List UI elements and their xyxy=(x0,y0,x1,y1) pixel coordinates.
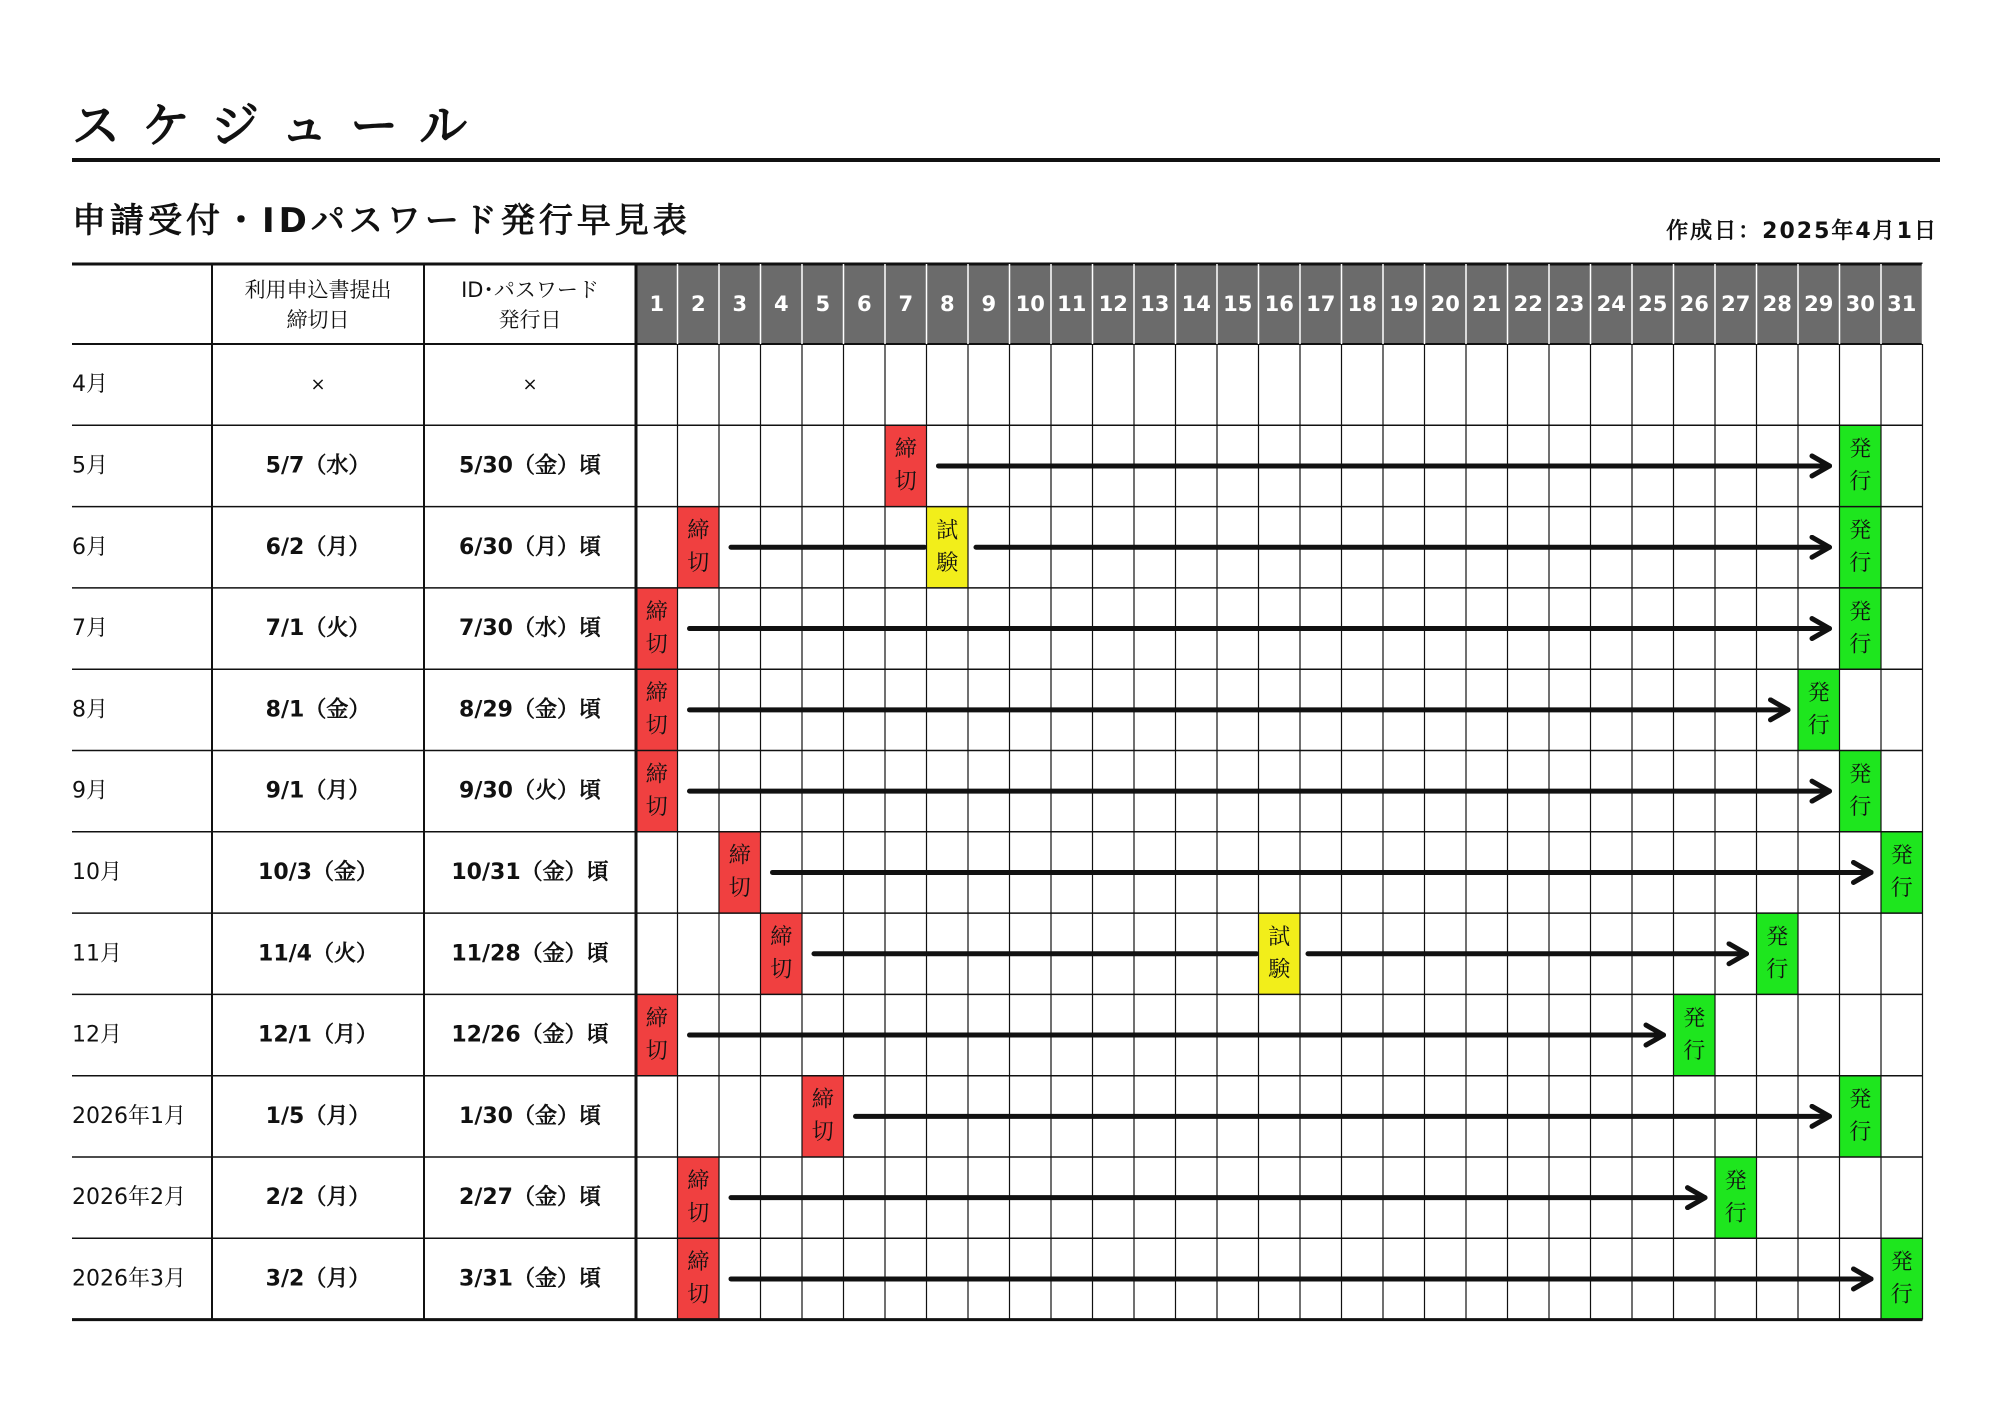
day-header: 24 xyxy=(1596,292,1626,316)
month-label: 7月 xyxy=(72,616,108,642)
issue-date: 6/30（月）頃 xyxy=(459,534,601,560)
deadline-date: 10/3（金） xyxy=(258,859,378,885)
deadline-marker-label-1: 締 xyxy=(894,437,917,463)
issue-marker-label-1: 発 xyxy=(1890,843,1913,869)
deadline-marker-label-2: 切 xyxy=(811,1120,834,1146)
issue-marker-label-1: 発 xyxy=(1849,762,1872,788)
month-label: 12月 xyxy=(72,1022,122,1048)
day-header: 23 xyxy=(1555,292,1585,316)
day-header: 15 xyxy=(1223,292,1253,316)
day-header: 12 xyxy=(1098,292,1128,316)
month-label: 10月 xyxy=(72,859,122,885)
issue-marker-label-2: 行 xyxy=(1766,957,1789,983)
day-header: 4 xyxy=(773,292,789,316)
issue-date: 12/26（金）頃 xyxy=(451,1022,609,1048)
day-header: 3 xyxy=(732,292,748,316)
day-header: 2 xyxy=(690,292,706,316)
day-header: 26 xyxy=(1679,292,1709,316)
issue-date: 5/30（金）頃 xyxy=(459,453,601,479)
issue-marker-label-1: 発 xyxy=(1683,1006,1706,1032)
day-header: 14 xyxy=(1181,292,1211,316)
day-header: 7 xyxy=(898,292,914,316)
day-header: 29 xyxy=(1804,292,1834,316)
day-header: 13 xyxy=(1140,292,1170,316)
issue-marker-label-1: 発 xyxy=(1849,599,1872,625)
issue-marker-label-1: 発 xyxy=(1766,924,1789,950)
issue-marker-label-2: 行 xyxy=(1849,1120,1872,1146)
month-label: 4月 xyxy=(72,372,108,398)
deadline-marker-label-1: 締 xyxy=(770,924,793,950)
deadline-marker-label-2: 切 xyxy=(687,1201,710,1227)
month-label: 2026年3月 xyxy=(72,1266,186,1292)
day-header: 9 xyxy=(981,292,997,316)
day-header: 6 xyxy=(856,292,872,316)
deadline-marker-label-2: 切 xyxy=(645,794,668,820)
day-header: 1 xyxy=(649,292,665,316)
issue-marker-label-2: 行 xyxy=(1807,713,1830,739)
issue-date: 9/30（火）頃 xyxy=(459,778,601,804)
issue-marker-label-1: 発 xyxy=(1807,681,1830,707)
deadline-column-header-1: 利用申込書提出 xyxy=(244,278,392,302)
day-header: 16 xyxy=(1264,292,1294,316)
issue-marker-label-1: 発 xyxy=(1724,1168,1747,1194)
issue-marker-label-2: 行 xyxy=(1724,1201,1747,1227)
day-header: 22 xyxy=(1513,292,1543,316)
issue-date: 3/31（金）頃 xyxy=(459,1266,601,1292)
day-header: 17 xyxy=(1306,292,1336,316)
deadline-marker-label-1: 締 xyxy=(645,762,668,788)
exam-marker-label-1: 試 xyxy=(1268,924,1291,950)
deadline-date: 12/1（月） xyxy=(258,1022,378,1048)
exam-marker-label-1: 試 xyxy=(936,518,959,544)
issue-date: 10/31（金）頃 xyxy=(451,859,609,885)
issue-marker-label-2: 行 xyxy=(1849,469,1872,495)
issue-marker-label-2: 行 xyxy=(1849,794,1872,820)
deadline-marker-label-2: 切 xyxy=(645,1038,668,1064)
issue-marker-label-2: 行 xyxy=(1849,632,1872,658)
deadline-marker-label-2: 切 xyxy=(687,551,710,577)
month-label: 6月 xyxy=(72,534,108,560)
day-header: 27 xyxy=(1721,292,1751,316)
month-label: 9月 xyxy=(72,778,108,804)
issue-date: 1/30（金）頃 xyxy=(459,1103,601,1129)
issue-date: 2/27（金）頃 xyxy=(459,1185,601,1211)
deadline-date: 2/2（月） xyxy=(265,1185,371,1211)
issue-marker-label-2: 行 xyxy=(1683,1038,1706,1064)
deadline-date: × xyxy=(310,374,326,396)
day-header: 21 xyxy=(1472,292,1502,316)
month-label: 8月 xyxy=(72,697,108,723)
issue-marker-label-1: 発 xyxy=(1849,437,1872,463)
created-date: 作成日：2025年4月1日 xyxy=(1666,219,1938,244)
page-title: スケジュール xyxy=(72,98,490,154)
deadline-marker-label-1: 締 xyxy=(687,518,710,544)
issue-column-header-1: ID･パスワード xyxy=(461,278,599,302)
day-header: 25 xyxy=(1638,292,1668,316)
deadline-marker-label-1: 締 xyxy=(728,843,751,869)
deadline-marker-label-2: 切 xyxy=(687,1282,710,1308)
month-label: 11月 xyxy=(72,941,122,967)
issue-marker-label-2: 行 xyxy=(1890,876,1913,902)
deadline-date: 3/2（月） xyxy=(265,1266,371,1292)
month-label: 2026年1月 xyxy=(72,1103,186,1129)
deadline-marker-label-1: 締 xyxy=(687,1168,710,1194)
day-header: 28 xyxy=(1762,292,1792,316)
day-header: 5 xyxy=(815,292,831,316)
deadline-marker-label-2: 切 xyxy=(645,713,668,739)
issue-marker-label-2: 行 xyxy=(1890,1282,1913,1308)
deadline-marker-label-2: 切 xyxy=(645,632,668,658)
deadline-marker-label-1: 締 xyxy=(811,1087,834,1113)
deadline-marker-label-2: 切 xyxy=(894,469,917,495)
deadline-date: 9/1（月） xyxy=(265,778,371,804)
deadline-marker-label-2: 切 xyxy=(728,876,751,902)
day-header: 20 xyxy=(1430,292,1460,316)
deadline-column-header-2: 締切日 xyxy=(286,308,350,332)
deadline-marker-label-2: 切 xyxy=(770,957,793,983)
day-header: 11 xyxy=(1057,292,1087,316)
day-header: 8 xyxy=(939,292,955,316)
deadline-date: 11/4（火） xyxy=(258,941,378,967)
month-label: 2026年2月 xyxy=(72,1185,186,1211)
deadline-date: 5/7（水） xyxy=(265,453,371,479)
issue-marker-label-1: 発 xyxy=(1849,518,1872,544)
issue-date: 7/30（水）頃 xyxy=(459,616,601,642)
deadline-marker-label-1: 締 xyxy=(645,599,668,625)
day-header: 18 xyxy=(1347,292,1377,316)
month-label: 5月 xyxy=(72,453,108,479)
table-subtitle: 申請受付・IDパスワード発行早見表 xyxy=(72,201,691,241)
deadline-date: 8/1（金） xyxy=(265,697,371,723)
issue-column-header-2: 発行日 xyxy=(498,308,562,332)
deadline-marker-label-1: 締 xyxy=(645,681,668,707)
day-header: 19 xyxy=(1389,292,1419,316)
exam-marker-label-2: 験 xyxy=(1268,957,1291,983)
deadline-date: 6/2（月） xyxy=(265,534,371,560)
issue-marker-label-2: 行 xyxy=(1849,551,1872,577)
deadline-date: 1/5（月） xyxy=(265,1103,371,1129)
issue-marker-label-1: 発 xyxy=(1849,1087,1872,1113)
issue-date: 11/28（金）頃 xyxy=(451,941,609,967)
issue-marker-label-1: 発 xyxy=(1890,1250,1913,1276)
day-header: 10 xyxy=(1015,292,1045,316)
deadline-date: 7/1（火） xyxy=(265,616,371,642)
day-header: 30 xyxy=(1845,292,1875,316)
deadline-marker-label-1: 締 xyxy=(687,1250,710,1276)
exam-marker-label-2: 験 xyxy=(936,551,959,577)
issue-date: × xyxy=(522,374,538,396)
issue-date: 8/29（金）頃 xyxy=(459,697,601,723)
day-header: 31 xyxy=(1887,292,1917,316)
deadline-marker-label-1: 締 xyxy=(645,1006,668,1032)
